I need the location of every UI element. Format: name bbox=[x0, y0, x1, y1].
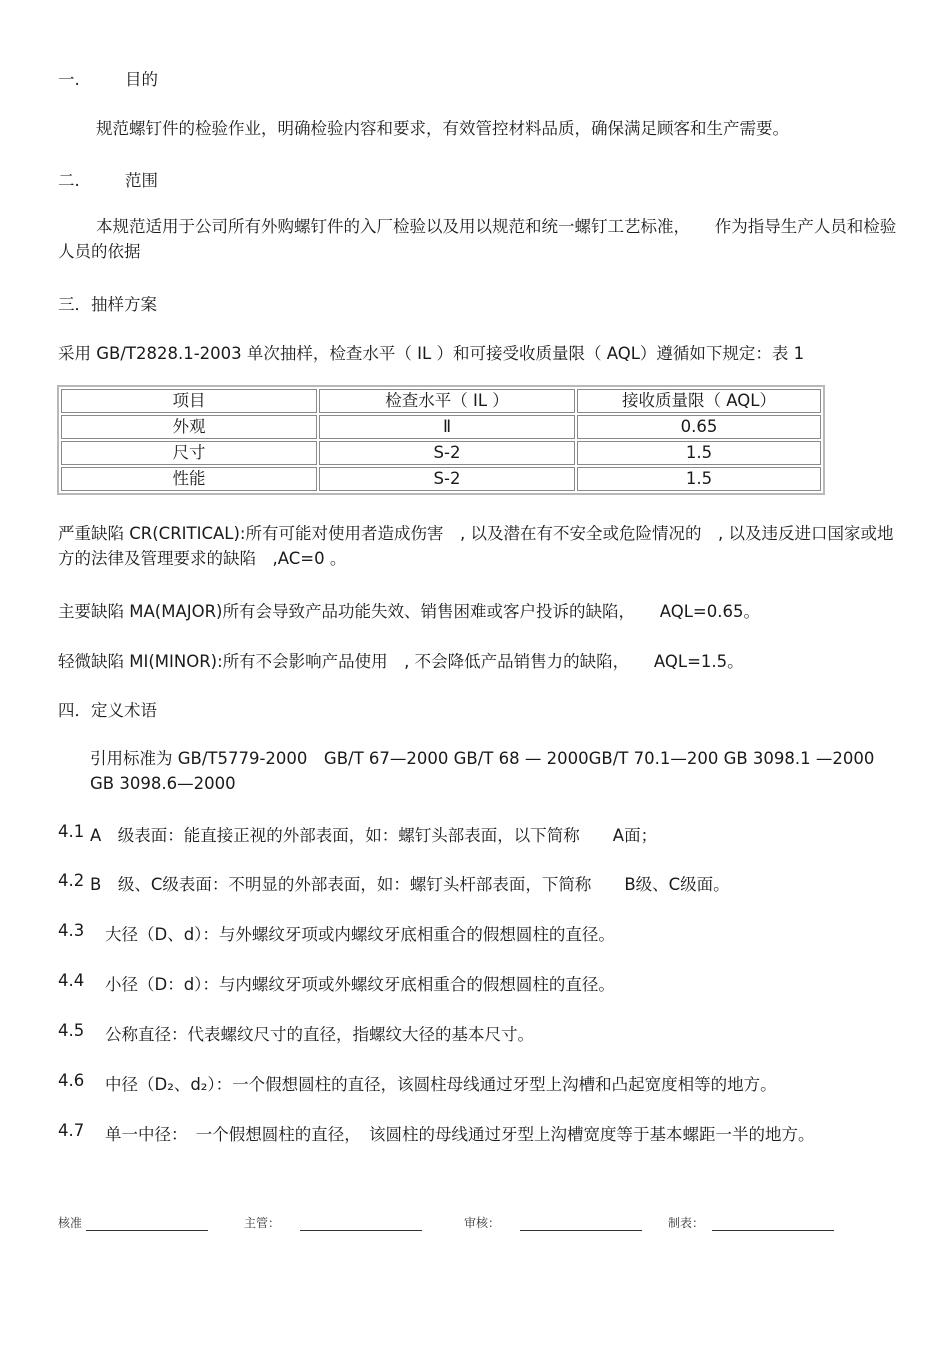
definition-text: A 级表面：能直接正视的外部表面，如：螺钉头部表面，以下简称 A面； bbox=[90, 826, 658, 845]
signature-review-label: 审核： bbox=[464, 1216, 501, 1230]
section-3-title: 三．抽样方案 bbox=[58, 295, 157, 314]
table-header-cell: 检查水平（ IL ） bbox=[319, 389, 575, 413]
definition-number: 4.3 bbox=[58, 921, 85, 940]
aql-table bbox=[57, 385, 825, 495]
table-header-cell: 接收质量限（ AQL） bbox=[577, 389, 821, 413]
definition-number: 4.2 bbox=[58, 871, 85, 890]
section-2-number: 二. bbox=[58, 171, 80, 190]
definition-number: 4.4 bbox=[58, 971, 85, 990]
section-2-title: 范围 bbox=[125, 171, 158, 190]
signature-supervisor-label: 主管： bbox=[244, 1216, 281, 1230]
table-cell: 性能 bbox=[61, 467, 317, 491]
signature-approve-label: 核准 bbox=[58, 1216, 83, 1230]
defect-critical: 严重缺陷 CR(CRITICAL):所有可能对使用者造成伤害 , 以及潜在有不安全或危险情况的 , 以及违反进口国家或地方的法律及管理要求的缺陷 ,AC=0 。 bbox=[58, 524, 894, 568]
table-cell: 外观 bbox=[61, 415, 317, 439]
section-3-intro: 采用 GB/T2828.1-2003 单次抽样，检查水平（ IL ）和可接受收质量限（ AQL）遵循如下规定：表 1 bbox=[58, 344, 805, 363]
section-4-title: 四．定义术语 bbox=[58, 701, 157, 720]
definition-number: 4.7 bbox=[58, 1121, 85, 1140]
defect-major: 主要缺陷 MA(MAJOR)所有会导致产品功能失效、销售困难或客户投诉的缺陷， AQL=0.65。 bbox=[58, 602, 760, 621]
definition-number: 4.6 bbox=[58, 1071, 85, 1090]
section-2-text: 本规范适用于公司所有外购螺钉件的入厂检验以及用以规范和统一螺钉工艺标准， 作为指导生产人员和检验人员的依据 bbox=[58, 217, 897, 261]
signature-prepare-label: 制表： bbox=[668, 1216, 705, 1230]
signature-supervisor-line bbox=[300, 1218, 422, 1231]
definition-text: 单一中径： 一个假想圆柱的直径， 该圆柱的母线通过牙型上沟槽宽度等于基本螺距一半的地方。 bbox=[105, 1125, 815, 1144]
signature-supervisor bbox=[244, 1214, 422, 1231]
table-header-cell: 项目 bbox=[61, 389, 317, 413]
definition-number: 4.1 bbox=[58, 822, 85, 841]
definition-text: 大径（D、d）：与外螺纹牙项或内螺纹牙底相重合的假想圆柱的直径。 bbox=[105, 925, 615, 944]
definition-text: 小径（D：d）：与内螺纹牙项或外螺纹牙底相重合的假想圆柱的直径。 bbox=[105, 975, 615, 994]
table-cell: S-2 bbox=[319, 467, 575, 491]
table-cell: 1.5 bbox=[577, 441, 821, 465]
definition-text: 中径（D₂、d₂）：一个假想圆柱的直径，该圆柱母线通过牙型上沟槽和凸起宽度相等的地方。 bbox=[105, 1075, 777, 1094]
section-1-text: 规范螺钉件的检验作业，明确检验内容和要求，有效管控材料品质，确保满足顾客和生产需要。 bbox=[96, 119, 789, 138]
signature-approve-line bbox=[86, 1218, 208, 1231]
signature-prepare-line bbox=[712, 1218, 834, 1231]
definition-text: 公称直径：代表螺纹尺寸的直径，指螺纹大径的基本尺寸。 bbox=[105, 1025, 534, 1044]
table-header-row bbox=[61, 389, 821, 413]
signature-review bbox=[464, 1214, 642, 1231]
table-cell: 1.5 bbox=[577, 467, 821, 491]
section-1-number: 一. bbox=[58, 70, 80, 89]
definition-text: B 级、C级表面：不明显的外部表面，如：螺钉头杆部表面，下简称 B级、C级面。 bbox=[90, 875, 730, 894]
table-cell: S-2 bbox=[319, 441, 575, 465]
table-cell: 0.65 bbox=[577, 415, 821, 439]
defect-minor: 轻微缺陷 MI(MINOR):所有不会影响产品使用 , 不会降低产品销售力的缺陷， AQL=1.5。 bbox=[58, 652, 744, 671]
signature-approve bbox=[58, 1214, 208, 1231]
definition-number: 4.5 bbox=[58, 1021, 85, 1040]
table-row bbox=[61, 415, 821, 439]
table-row bbox=[61, 467, 821, 491]
table-cell: Ⅱ bbox=[319, 415, 575, 439]
signature-review-line bbox=[520, 1218, 642, 1231]
table-row bbox=[61, 441, 821, 465]
signature-prepare bbox=[668, 1214, 834, 1231]
section-1-title: 目的 bbox=[125, 70, 158, 89]
section-4-reference: 引用标准为 GB/T5779-2000 GB/T 67—2000 GB/T 68 — 2000GB/T 70.1—200 GB 3098.1 —2000 GB 3098.6—2000 bbox=[90, 749, 875, 793]
table-cell: 尺寸 bbox=[61, 441, 317, 465]
